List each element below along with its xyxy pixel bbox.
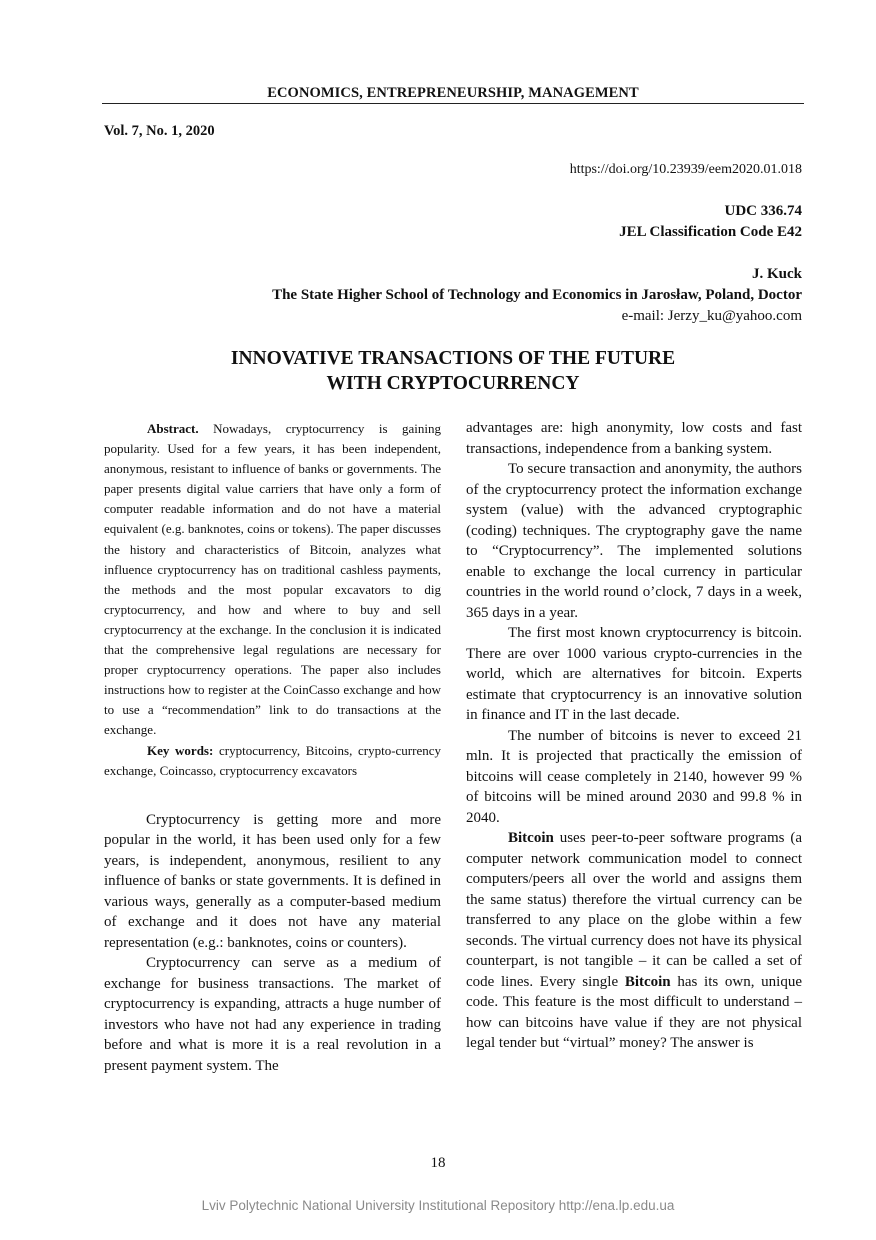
header-rule: [102, 103, 804, 104]
bitcoin-term: Bitcoin: [624, 973, 671, 990]
body-paragraph: To secure transaction and anonymity, the authors of the cryptocurrency protect the information exchange system (value) with the advanced cryptographic (coding) techniques. The cryptography gave the name to “Cryptocurrency”. The implemented solutions enable to exchange the local currency in particular countries in the world round o’clock, 7 days in a week, 365 days in a year.: [466, 461, 802, 621]
jel-code: JEL Classification Code E42: [619, 224, 802, 240]
body-paragraph: Cryptocurrency is getting more and more popular in the world, it has been used only for a few years, is independent, anonymous, resilient to any influence of banks or state governments. It is defined in various ways, generally as a computer-based medium of exchange and it does not have any material representation (e.g.: banknotes, coins or counters).: [104, 811, 441, 951]
doi-link[interactable]: https://doi.org/10.23939/eem2020.01.018: [569, 162, 802, 177]
title-line-2: WITH CRYPTOCURRENCY: [326, 373, 580, 394]
body-paragraph: Cryptocurrency can serve as a medium of exchange for business transactions. The market of cryptocurrency is expanding, attracts a huge number of investors who have not had any experience in trading before and what is more it is a real revolution in a present payment system. The: [104, 955, 441, 1074]
udc-code: UDC 336.74: [724, 203, 802, 219]
classification-block: [619, 201, 802, 243]
body-paragraph-bitcoin: [466, 828, 802, 1054]
body-text-span: uses peer-to-peer software programs (a computer network communication model to connect computers/peers all over the world and assigns them the same status) therefore the virtual currency can be transferred to any place on the globe within a few seconds. The virtual currency does not have its physical counterpart, is not tangible – it can be called a set of code lines. Every single: [466, 830, 802, 990]
journal-header: ECONOMICS, ENTREPRENEURSHIP, MANAGEMENT: [267, 85, 639, 101]
abstract-text: Nowadays, cryptocurrency is gaining popularity. Used for a few years, it has been independent, anonymous, resistant to influence of banks or governments. The paper presents digital value carriers that have only a form of computer readable information and do not have a material equivalent (e.g. banknotes, coins or tokens). The paper discusses the history and characteristics of Bitcoin, analyzes what influence cryptocurrency has on traditional cashless payments, the methods and the most popular excavators to dig cryptocurrency, and how and where to buy and sell cryptocurrency at the exchange. In the conclusion it is indicated that the comprehensive legal regulations are necessary for proper cryptocurrency operations. The paper also includes instructions how to register at the CoinCasso exchange and how to use a “recommendation” link to do transactions at the exchange.: [104, 421, 441, 738]
keywords-label: Key words:: [147, 742, 214, 758]
right-column: [466, 418, 802, 1054]
author-block: [272, 264, 802, 327]
keywords-text: cryptocurrency, Bitcoins, crypto-currency exchange, Coincasso, cryptocurrency excavators: [104, 742, 441, 778]
body-paragraph: The number of bitcoins is never to exceed 21 mln. It is projected that practically the emission of bitcoins will cease completely in 2140, however 99 % of bitcoins will be mined around 2030 and 99.8 % in 2040.: [466, 727, 802, 826]
left-column: [104, 419, 441, 1076]
author-affiliation: The State Higher School of Technology and Economics in Jarosław, Poland, Doctor: [272, 287, 802, 303]
abstract-label: Abstract.: [147, 421, 199, 436]
page-number: 18: [430, 1155, 446, 1171]
body-paragraph: advantages are: high anonymity, low costs and fast transactions, independence from a banking system.: [466, 420, 802, 457]
paper-title: [102, 346, 804, 396]
section-spacer: [104, 781, 441, 810]
keywords-paragraph: [104, 741, 441, 781]
body-text-span: has its own, unique code. This feature is the most difficult to understand – how can bitcoins have value if they are not physical legal tender but “virtual” money? The answer is: [466, 973, 802, 1051]
body-paragraph: The first most known cryptocurrency is bitcoin. There are over 1000 various crypto-currencies in the world, which are alternatives for bitcoin. Experts estimate that cryptocurrency is an innovative solution in finance and IT in the last decade.: [466, 625, 802, 723]
bitcoin-term: Bitcoin: [508, 830, 554, 846]
author-name: J. Kuck: [751, 266, 802, 282]
left-body-text: [104, 810, 441, 1077]
title-line-1: INNOVATIVE TRANSACTIONS OF THE FUTURE: [230, 348, 676, 369]
repository-footer: Lviv Polytechnic National University Institutional Repository http://ena.lp.edu.ua: [201, 1198, 675, 1213]
volume-info: Vol. 7, No. 1, 2020: [104, 123, 215, 139]
abstract-paragraph: [104, 419, 441, 741]
abstract-section: [104, 419, 441, 781]
author-email[interactable]: e-mail: Jerzy_ku@yahoo.com: [621, 308, 802, 324]
